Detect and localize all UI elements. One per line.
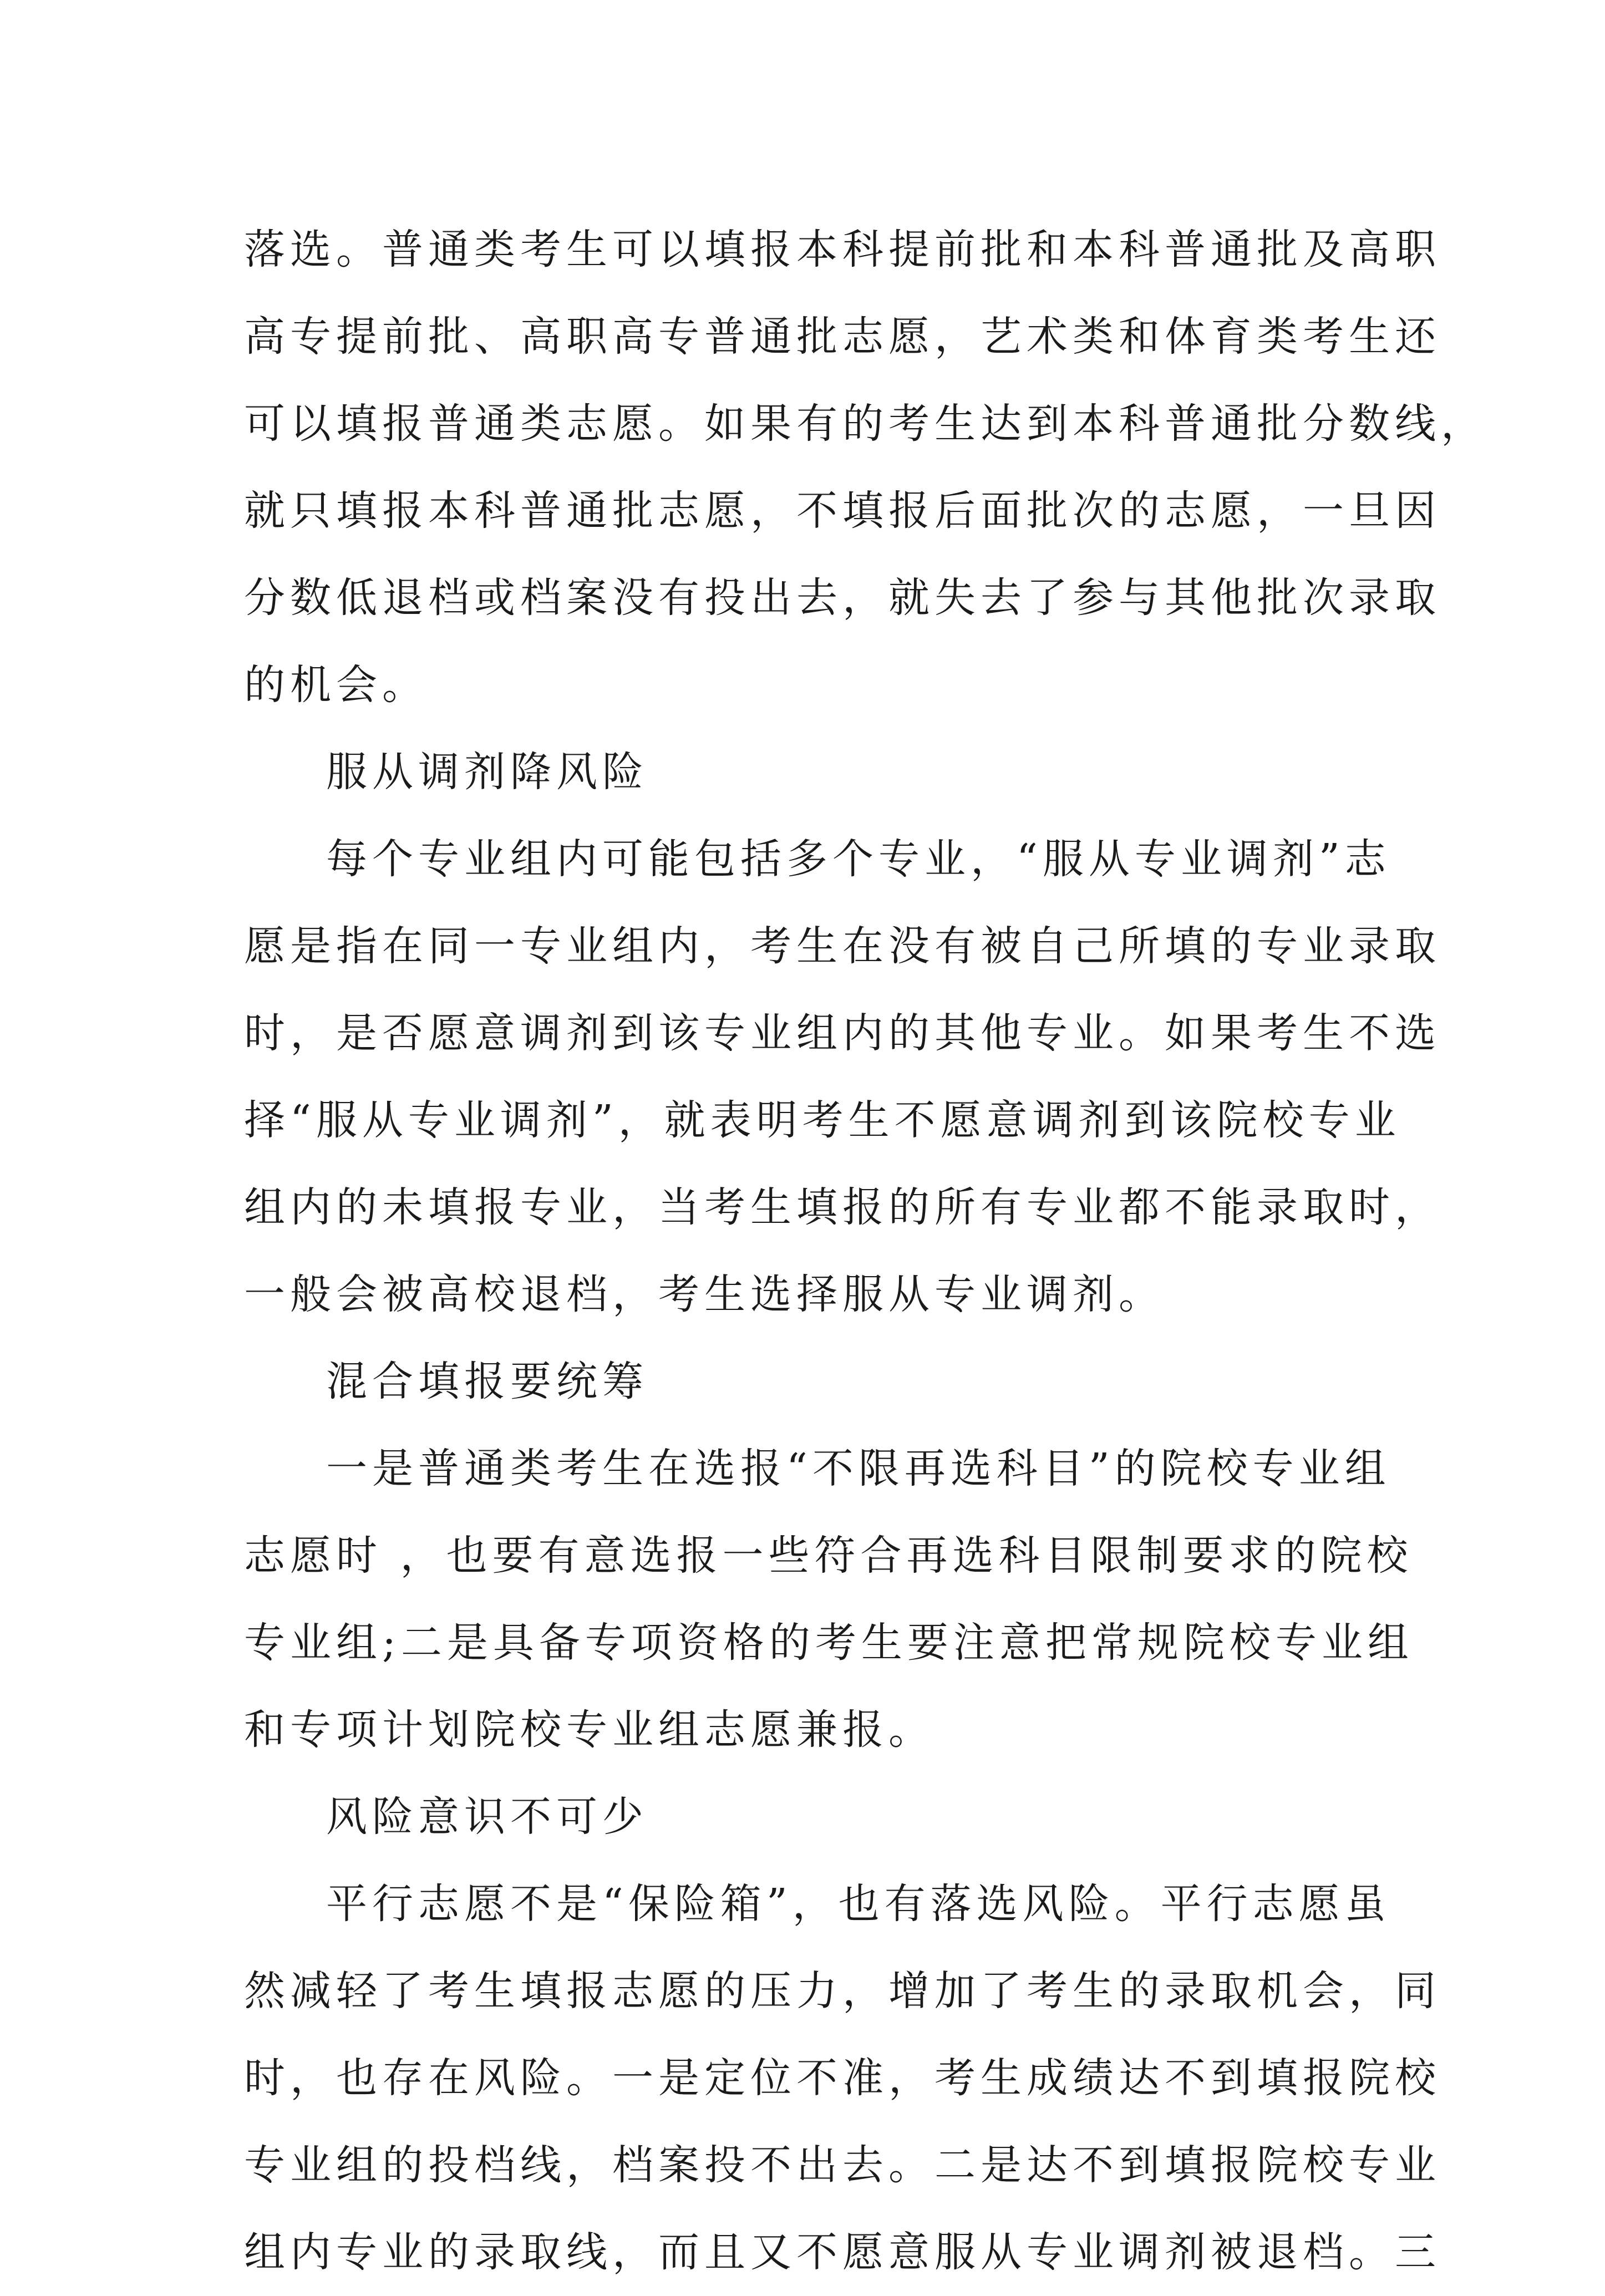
text-line: 择“服从专业调剂”，就表明考生不愿意调剂到该院校专业 [244,1096,1401,1144]
text-line: 专业组;二是具备专项资格的考生要注意把常规院校专业组 [244,1619,1414,1667]
text-line: 和专项计划院校专业组志愿兼报。 [244,1706,934,1754]
text-line: 时，是否愿意调剂到该专业组内的其他专业。如果考生不选 [244,1009,1441,1057]
text-line: 时，也存在风险。一是定位不准，考生成绩达不到填报院校 [244,2054,1441,2102]
text-line: 组内专业的录取线，而且又不愿意服从专业调剂被退档。三 [244,2228,1441,2276]
text-line: 愿是指在同一专业组内，考生在没有被自己所填的专业录取 [244,922,1441,970]
text-line: 可以填报普通类志愿。如果有的考生达到本科普通批分数线， [244,400,1487,448]
text-line: 就只填报本科普通批志愿，不填报后面批次的志愿，一旦因 [244,487,1441,535]
text-line: 高专提前批、高职高专普通批志愿，艺术类和体育类考生还 [244,313,1441,360]
text-line: 志愿时 ，也要有意选报一些符合再选科目限制要求的院校 [244,1532,1413,1579]
text-line: 组内的未填报专业，当考生填报的所有专业都不能录取时， [244,1183,1441,1231]
paragraph-first-line: 平行志愿不是“保险箱”，也有落选风险。平行志愿虽 [326,1880,1391,1928]
text-line: 落选。普通类考生可以填报本科提前批和本科普通批及高职 [244,226,1441,273]
section-heading: 服从调剂降风险 [326,748,648,796]
text-line: 然减轻了考生填报志愿的压力，增加了考生的录取机会，同 [244,1967,1441,2015]
text-line: 专业组的投档线，档案投不出去。二是达不到填报院校专业 [244,2141,1441,2189]
section-heading: 混合填报要统筹 [326,1358,648,1405]
text-line: 的机会。 [244,661,428,709]
document-body [244,206,1487,2296]
paragraph-first-line: 每个专业组内可能包括多个专业，“服从专业调剂”志 [326,835,1391,883]
text-line: 分数低退档或档案没有投出去，就失去了参与其他批次录取 [244,574,1441,622]
text-line: 一般会被高校退档，考生选择服从专业调剂。 [244,1271,1165,1318]
paragraph-first-line: 一是普通类考生在选报“不限再选科目”的院校专业组 [326,1445,1391,1492]
section-heading: 风险意识不可少 [326,1793,648,1841]
